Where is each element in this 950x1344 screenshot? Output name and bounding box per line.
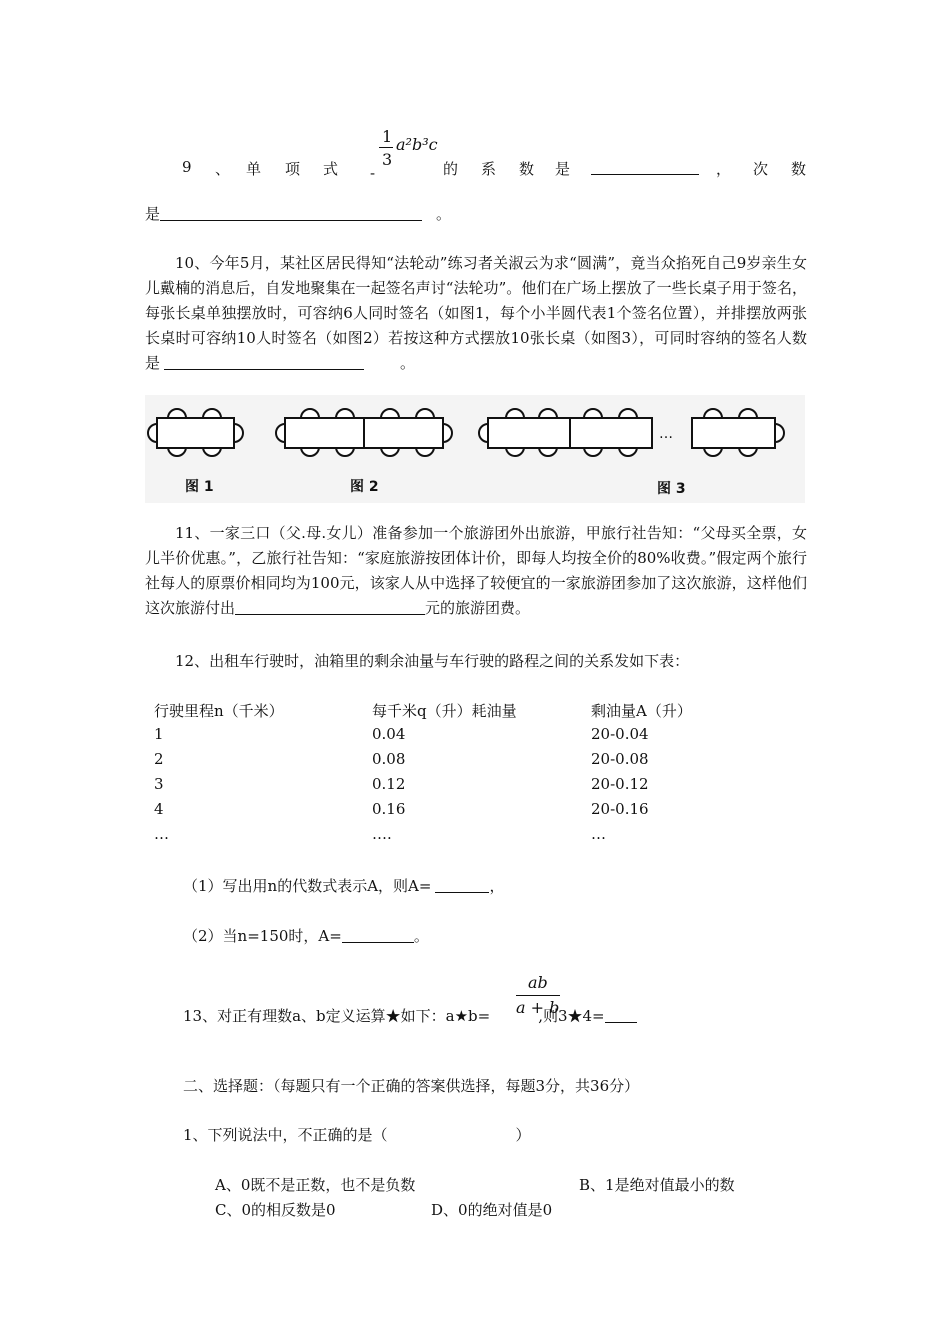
q9-line2-prefix: 是 — [145, 205, 161, 223]
fig3-label: 图 3 — [657, 481, 686, 497]
q9-number: 9 — [182, 158, 192, 176]
q9-minus: - — [370, 164, 376, 182]
q9-char: 次 — [753, 160, 769, 178]
q10-text: 10、今年5月，某社区居民得知“法轮动”练习者关淑云为求“圆满”，竟当众掐死自己9岁亲生女儿戴楠的消息后，自发地聚集在一起签名声讨“法轮功”。他们在广场上摆放了一些长桌子用于签名，每张长桌单独摆放时，可容纳6人同时签名（如图1，每个小半圆代表1个签名位置），并排摆放两张长桌时可容纳10人时签名（如图2）若按这种方式摆放10张长桌（如图3），可同时容纳的签名人数是 — [145, 254, 807, 372]
q11-end: 元的旅游团费。 — [425, 599, 531, 617]
mc1-close: ） — [515, 1126, 531, 1144]
q9-fraction-denominator: 3 — [382, 150, 393, 169]
q13-fraction-denominator: a + b — [516, 998, 560, 1017]
q12-header-mileage: 行驶里程n（千米） — [154, 702, 284, 720]
cell-consumption: …. — [372, 825, 392, 843]
q9-comma: ， — [716, 160, 732, 178]
q9-char: 是 — [555, 160, 571, 178]
cell-consumption: 0.08 — [372, 750, 406, 768]
table-row — [150, 750, 750, 775]
q12-sub1-end: ， — [489, 877, 505, 895]
mc1-option-d[interactable]: D、0的绝对值是0 — [431, 1201, 553, 1219]
q9-line-1 — [0, 158, 950, 180]
tables-figure — [145, 395, 805, 503]
cell-mileage: … — [154, 825, 169, 843]
cell-remaining: 20-0.16 — [591, 800, 649, 818]
q13-fraction-numerator: ab — [528, 973, 548, 992]
fig3-ellipsis: … — [659, 426, 673, 442]
q13-prefix: 13、对正有理数a、b定义运算★如下：a★b= — [183, 1007, 491, 1025]
cell-remaining: … — [591, 825, 606, 843]
question-13 — [183, 1005, 637, 1026]
mc1-option-b[interactable]: B、1是绝对值最小的数 — [579, 1176, 735, 1194]
q9-char: 的 — [443, 160, 459, 178]
q10-end: 。 — [400, 354, 416, 372]
q9-fraction-bar — [379, 147, 393, 148]
q13-answer-blank[interactable] — [605, 1008, 637, 1023]
cell-mileage: 2 — [154, 750, 164, 768]
q11-text: 11、一家三口（父.母.女儿）准备参加一个旅游团外出旅游，甲旅行社告知：“父母买全票，女儿半价优惠。”，乙旅行社告知：“家庭旅游按团体计价，即每人均按全价的80%收费。”假定两个旅行社每人的原票价相同均为100元，该家人从中选择了较便宜的一家旅游团参加了这次旅游，这样他们这次旅游付出 — [145, 524, 807, 617]
fig1-label: 图 1 — [185, 479, 214, 495]
q12-sub2-blank[interactable] — [342, 928, 414, 943]
question-11 — [145, 521, 807, 621]
q9-monomial: a²b³c — [396, 135, 438, 154]
q9-sep: 、 — [215, 160, 231, 178]
q12-header-row — [150, 700, 750, 725]
q12-sub2-text: （2）当n=150时，A= — [183, 927, 342, 945]
q9-char: 系 — [481, 160, 497, 178]
section-2-heading: 二、选择题：（每题只有一个正确的答案供选择，每题3分，共36分） — [183, 1077, 640, 1095]
q12-header-remaining: 剩油量A（升） — [591, 702, 692, 720]
cell-consumption: 0.16 — [372, 800, 406, 818]
q12-sub1-text: （1）写出用n的代数式表示A，则A= — [183, 877, 432, 895]
q9-fraction-numerator: 1 — [382, 127, 393, 146]
fig2-label: 图 2 — [350, 479, 379, 495]
q11-answer-blank[interactable] — [235, 600, 425, 615]
cell-consumption: 0.12 — [372, 775, 406, 793]
q10-answer-blank[interactable] — [164, 355, 364, 370]
q9-line-2 — [145, 203, 451, 224]
q9-answer-blank-2[interactable] — [160, 206, 422, 221]
table-row — [150, 725, 750, 750]
q12-intro: 12、出租车行驶时，油箱里的剩余油量与车行驶的路程之间的关系发如下表： — [175, 652, 690, 670]
q12-sub2-end: 。 — [413, 927, 429, 945]
q12-sub-2 — [183, 925, 429, 946]
table-row — [150, 775, 750, 800]
question-10 — [145, 251, 807, 376]
cell-consumption: 0.04 — [372, 725, 406, 743]
q12-sub1-blank[interactable] — [435, 878, 489, 893]
mc1-option-c[interactable]: C、0的相反数是0 — [215, 1201, 336, 1219]
mc1-question: 1、下列说法中，不正确的是（ — [183, 1126, 388, 1144]
table-row — [150, 825, 750, 850]
q9-period: 。 — [436, 205, 452, 223]
q9-char: 单 — [246, 160, 262, 178]
q13-fraction-bar — [516, 995, 560, 996]
cell-remaining: 20-0.04 — [591, 725, 649, 743]
q9-char: 数 — [791, 160, 807, 178]
table-row — [150, 800, 750, 825]
q9-char: 数 — [519, 160, 535, 178]
cell-mileage: 3 — [154, 775, 164, 793]
q9-answer-blank-1[interactable] — [591, 158, 699, 175]
mc1-option-a[interactable]: A、0既不是正数，也不是负数 — [215, 1176, 416, 1194]
q12-sub-1 — [183, 875, 504, 896]
q13-suffix: ,则3★4= — [538, 1007, 605, 1025]
fig3-tables — [479, 409, 784, 456]
mc-question-1 — [183, 1124, 531, 1145]
q9-char: 式 — [323, 160, 339, 178]
cell-mileage: 1 — [154, 725, 164, 743]
q12-header-consumption: 每千米q（升）耗油量 — [372, 702, 517, 720]
cell-remaining: 20-0.08 — [591, 750, 649, 768]
cell-mileage: 4 — [154, 800, 164, 818]
cell-remaining: 20-0.12 — [591, 775, 649, 793]
q9-char: 项 — [285, 160, 301, 178]
